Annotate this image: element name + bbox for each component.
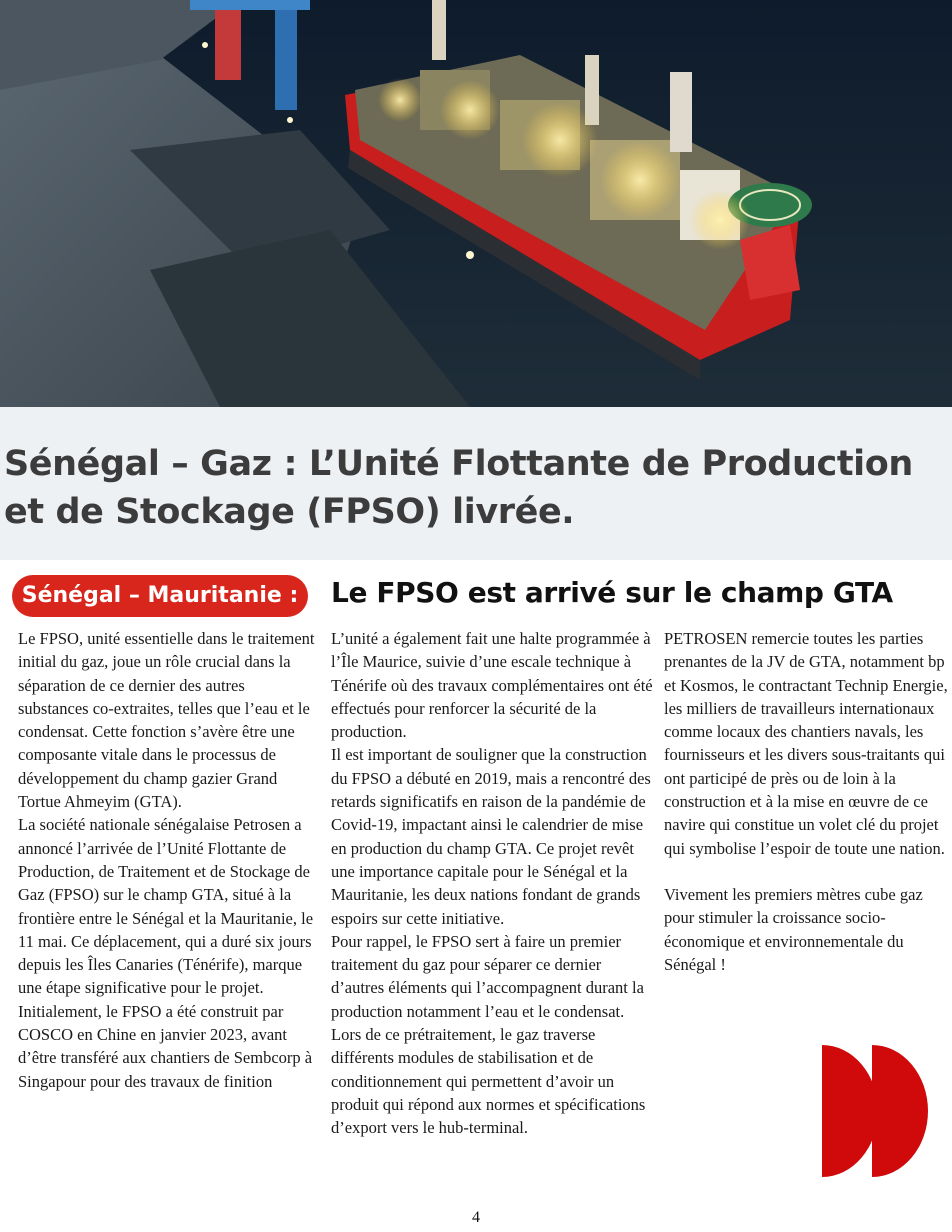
text-column-2 (331, 627, 653, 1140)
hero-photo (0, 0, 952, 407)
paragraph: PETROSEN remercie toutes les parties prenantes de la JV de GTA, notamment bp et Kosmos, le contractant Technip Energie, les milliers de travailleurs internationaux comme locaux des chantiers navals, les fournisseurs et les divers sous-traitants qui ont participé de près ou de loin à la construction et à la mise en œuvre de ce navire qui constitue un volet clé du projet qui symbolise l’espoir de toute une nation. (664, 629, 948, 858)
section-pill: Sénégal – Mauritanie : (12, 575, 308, 617)
text-column-3 (664, 627, 952, 976)
paragraph: Lors de ce prétraitement, le gaz traverse différents modules de stabilisation et de conditionnement qui permettent d’avoir un produit qui répond aux normes et spécifications d’export vers le hub-terminal. (331, 1025, 646, 1138)
paragraph: Vivement les premiers mètres cube gaz pour stimuler la croissance socio-économique et environnementale du Sénégal ! (664, 884, 923, 974)
text-column-1 (18, 627, 316, 1093)
paragraph: Pour rappel, le FPSO sert à faire un premier traitement du gaz pour séparer ce dernier d’autres éléments qui l’accompagnent durant la production notamment l’eau et le condensat. (331, 931, 644, 1021)
paragraph: Il est important de souligner que la construction du FPSO a débuté en 2019, mais a rencontré des retards significatifs en raison de la pandémie de Covid-19, impactant ainsi le calendrier de mise en production du champ GTA. Ce projet revêt une importance capitale pour le Sénégal et la Mauritanie, les deux nations fondant de grands espoirs sur cette initiative. (331, 745, 651, 928)
paragraph: Le FPSO, unité essentielle dans le traitement initial du gaz, joue un rôle crucial dans la séparation de ce dernier des autres substances co-extraites, telles que l’eau et le condensat. Cette fonction s’avère être une composante vitale dans le processus de développement du champ gazier Grand Tortue Ahmeyim (GTA). (18, 629, 315, 812)
double-d-logo-icon (822, 1045, 934, 1182)
paragraph: Initialement, le FPSO a été construit par COSCO en Chine en janvier 2023, avant d’être transféré aux chantiers de Sembcorp à Singapour pour des travaux de finition (18, 1001, 313, 1091)
paragraph: La société nationale sénégalaise Petrosen a annoncé l’arrivée de l’Unité Flottante de Production, de Traitement et de Stockage de Gaz (FPSO) sur le champ GTA, situé à la frontière entre le Sénégal et la Mauritanie, le 11 mai. Ce déplacement, qui a duré six jours depuis les Îles Canaries (Ténérife), marque une étape significative pour le projet. (18, 815, 314, 998)
article-headline: Le FPSO est arrivé sur le champ GTA (331, 576, 893, 609)
page-number: 4 (472, 1209, 480, 1226)
paragraph-gap (664, 860, 952, 883)
paragraph: L’unité a également fait une halte programmée à l’Île Maurice, suivie d’une escale technique à Ténérife où des travaux complémentaires ont été effectués pour renforcer la sécurité de la production. (331, 629, 653, 742)
page-title: Sénégal – Gaz : L’Unité Flottante de Production et de Stockage (FPSO) livrée. (4, 444, 913, 532)
fpso-ship-photo (0, 0, 952, 407)
